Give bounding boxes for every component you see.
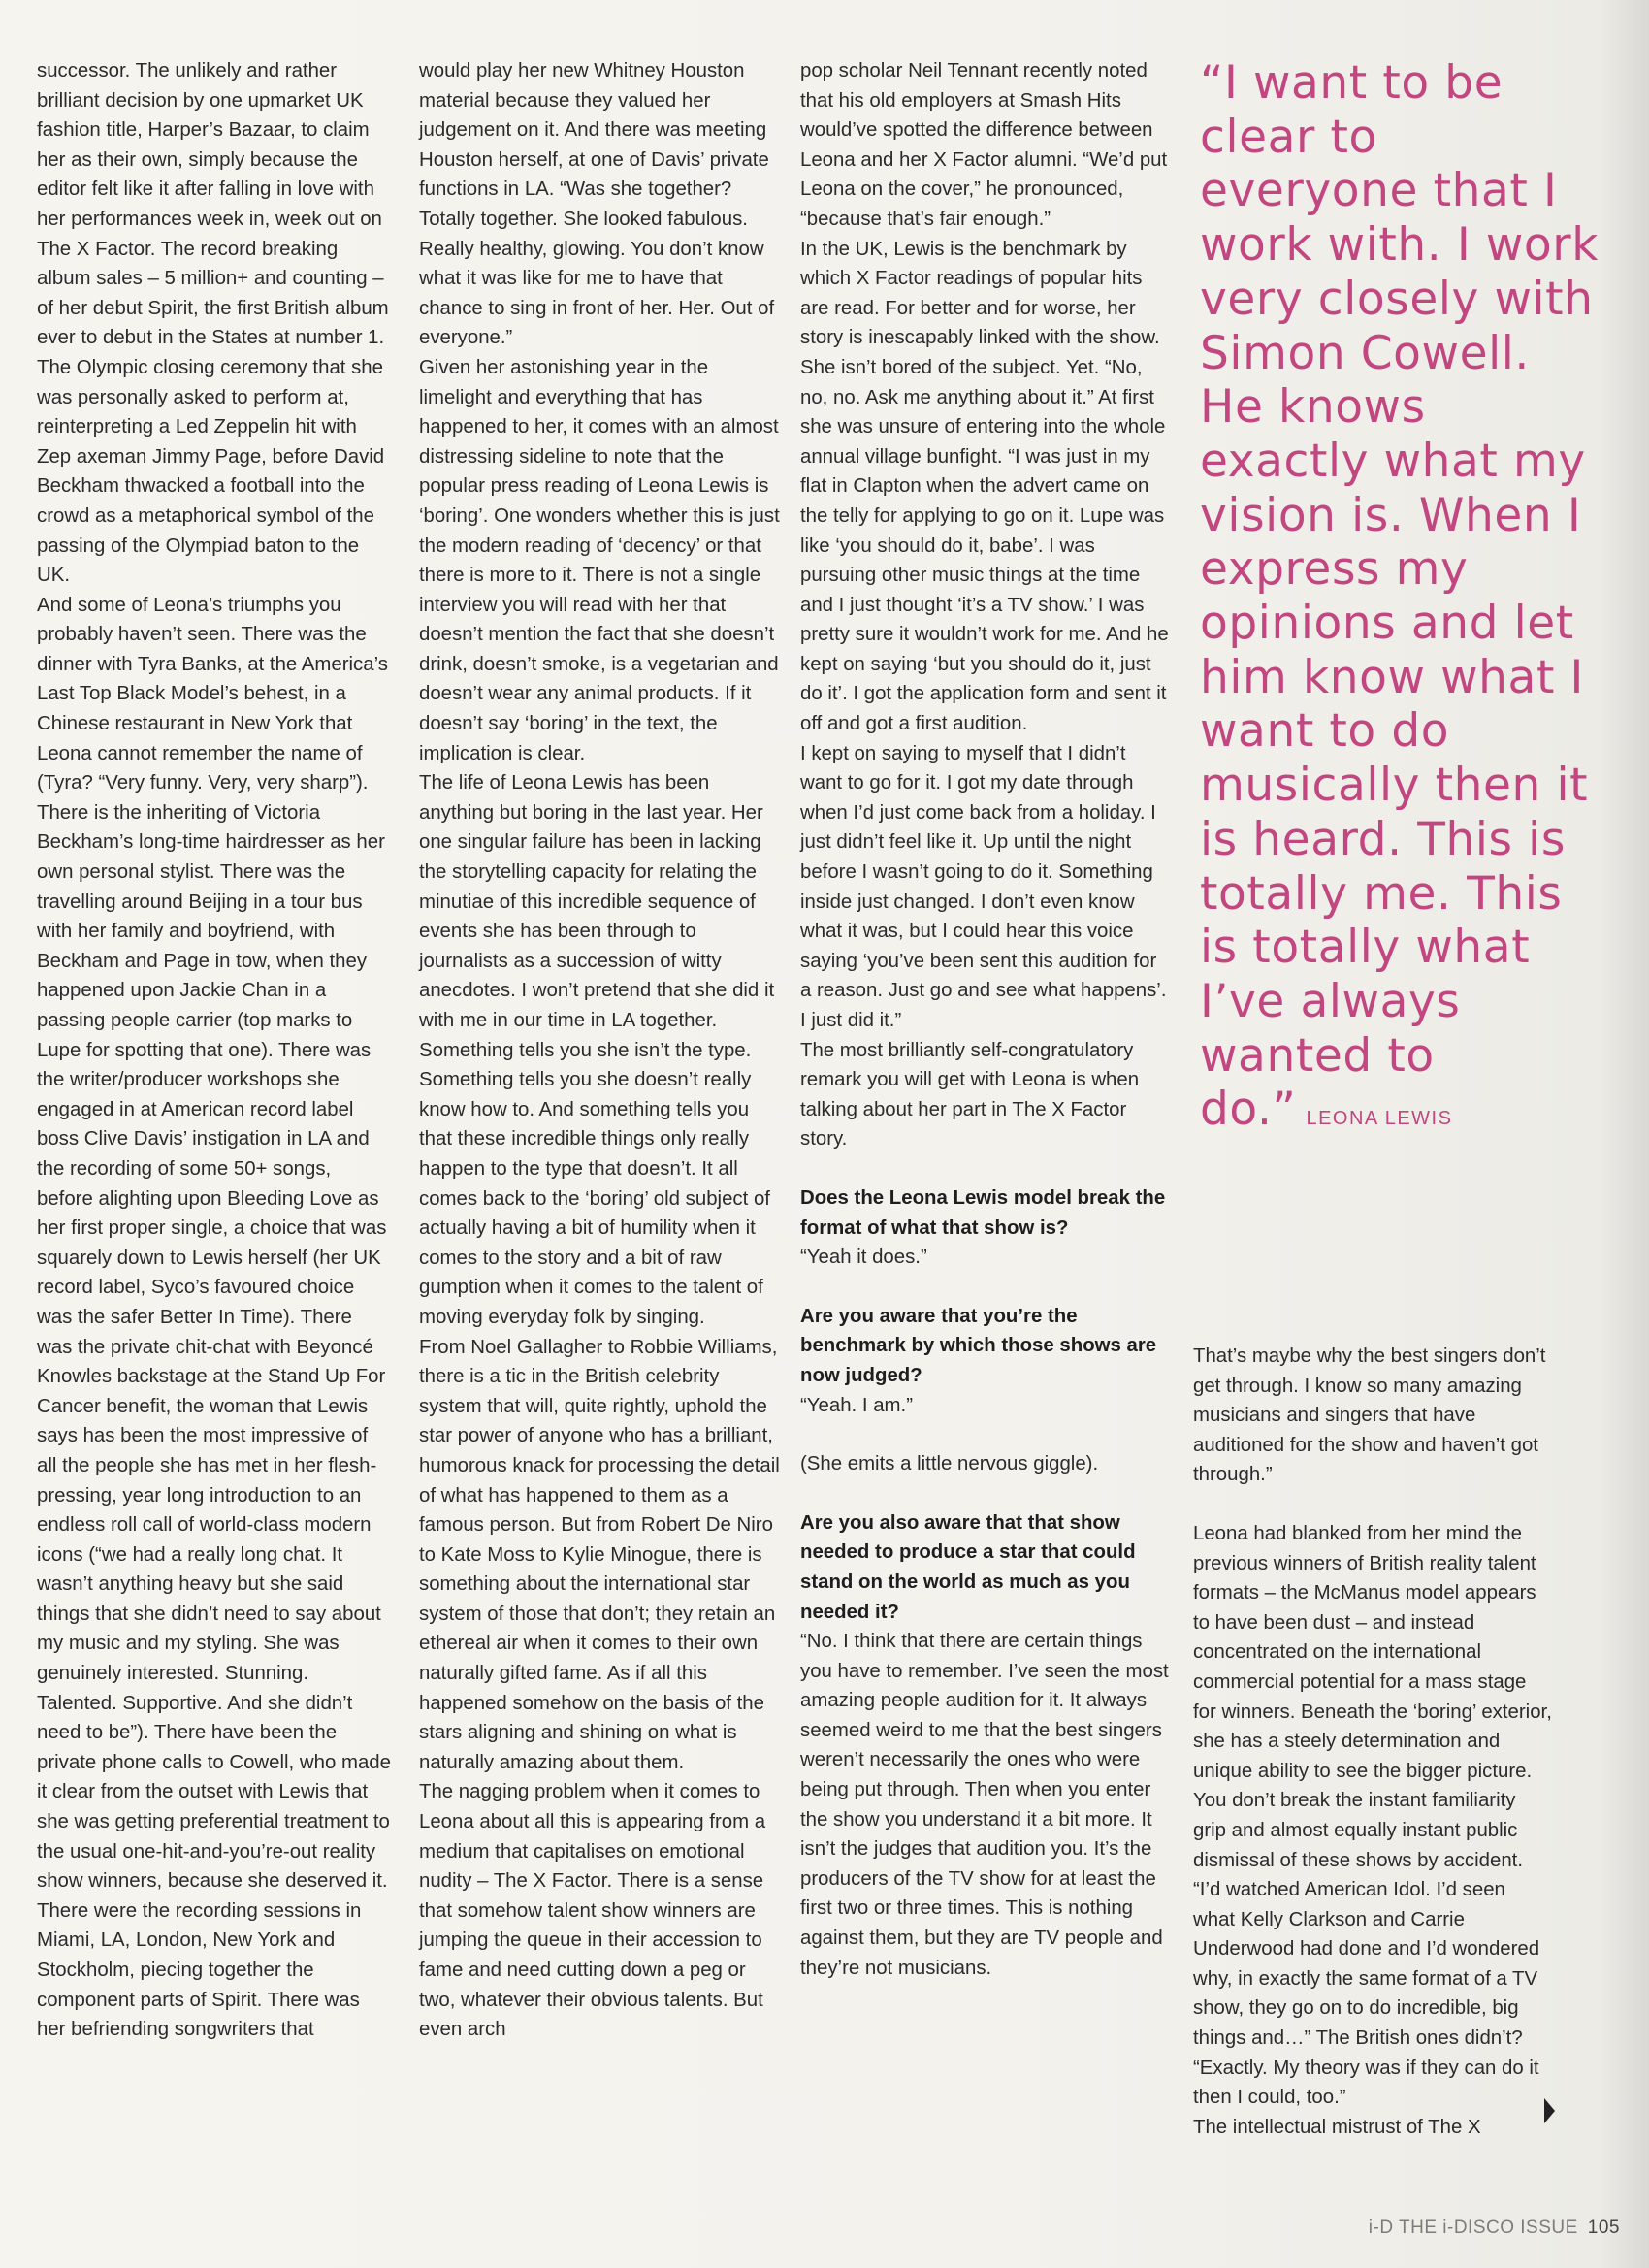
- interview-answer: “Yeah it does.”: [800, 1247, 927, 1269]
- pull-quote-text: “I want to be clear to everyone that I work with. I work very closely with Simon Cowell. He knows exactly what my vision is. When I express my opinions and let him know what I want to do musically then it is heard. This is totally me. This is totally what I’ve always wanted to do.”: [1200, 56, 1600, 1137]
- magazine-issue-label: i-D THE i-DISCO ISSUE: [1368, 2218, 1578, 2238]
- paragraph: The intellectual mistrust of The X: [1193, 2116, 1481, 2138]
- paragraph: “Exactly. My theory was if they can do it then I could, too.”: [1193, 2057, 1539, 2109]
- paragraph: Leona had blanked from her mind the previous winners of British reality talent formats – the McManus model appears to have been dust – and instead concentrated on the international commercial potential for a mass stage for winners. Beneath the ‘boring’ exterior, she has a steely determination and unique ability to see the bigger picture. You don’t break the instant familiarity grip and almost equally instant public dismissal of these shows by accident. “I’d watched American Idol. I’d seen what Kelly Clarkson and Carrie Underwood had done and I’d wondered why, in exactly the same format of a TV show, they go on to do incredible, big things and…” The British ones didn’t?: [1193, 1522, 1552, 2050]
- pull-quote-attribution: LEONA LEWIS: [1306, 1108, 1453, 1130]
- triangle-right-icon: [1544, 2098, 1555, 2123]
- interview-question: Does the Leona Lewis model break the format of what that show is?: [800, 1186, 1166, 1239]
- article-column-4: [1193, 1342, 1552, 2142]
- article-column-1: [37, 56, 392, 2045]
- page-number: 105: [1587, 2218, 1620, 2238]
- paragraph: The most brilliantly self-congratulatory remark you will get with Leona is when talking about her part in The X Factor story.: [800, 1039, 1140, 1150]
- page-footer: [1339, 2218, 1620, 2239]
- paragraph: I kept on saying to myself that I didn’t want to go for it. I got my date through when I’d just come back from a holiday. I just didn’t feel like it. Up until the night before I wasn’t going to do it. Something inside just changed. I don’t even know what it was, but I could hear this voice saying ‘you’ve been sent this audition for a reason. Just go and see what happens’. I just did it.”: [800, 742, 1167, 1031]
- paragraph: would play her new Whitney Houston material because they valued her judgement on it. And there was meeting Houston herself, at one of Davis’ private functions in LA. “Was she together? Totally together. She looked fabulous. Really healthy, glowing. You don’t know what it was like for me to have that chance to sing in front of her. Her. Out of everyone.”: [419, 60, 775, 349]
- article-column-2: [419, 56, 780, 2045]
- interview-answer: “Yeah. I am.”: [800, 1394, 913, 1416]
- paragraph: That’s maybe why the best singers don’t get through. I know so many amazing musicians and singers that have auditioned for the show and haven’t got through.”: [1193, 1345, 1546, 1486]
- paragraph: The life of Leona Lewis has been anything but boring in the last year. Her one singular failure has been in lacking the storytelling capacity for relating the minutiae of this incredible sequence of events she has been through to journalists as a succession of witty anecdotes. I won’t pretend that she did it with me in our time in LA together. Something tells you she isn’t the type. Something tells you she doesn’t really know how to. And something tells you that these incredible things only really happen to the type that doesn’t. It all comes back to the ‘boring’ old subject of actually having a bit of humility when it comes to the story and a bit of raw gumption when it comes to the talent of moving everyday folk by singing.: [419, 772, 775, 1328]
- paragraph: pop scholar Neil Tennant recently noted that his old employers at Smash Hits would’ve spotted the difference between Leona and her X Factor alumni. “We’d put Leona on the cover,” he pronounced, “because that’s fair enough.”: [800, 60, 1168, 230]
- interview-question: Are you also aware that that show needed to produce a star that could stand on the world as much as you needed it?: [800, 1511, 1136, 1623]
- interview-aside: (She emits a little nervous giggle).: [800, 1453, 1099, 1475]
- interview-answer: “No. I think that there are certain things you have to remember. I’ve seen the most amazing people audition for it. It always seemed weird to me that the best singers weren’t necessarily the ones who were being put through. Then when you enter the show you understand it a bit more. It isn’t the judges that audition you. It’s the producers of the TV show for at least the first two or three times. This is nothing against them, but they are TV people and they’re not musicians.: [800, 1631, 1169, 1979]
- article-column-3: [800, 56, 1169, 1983]
- paragraph: In the UK, Lewis is the benchmark by which X Factor readings of popular hits are read. For better and for worse, her story is inescapably linked with the show. She isn’t bored of the subject. Yet. “No, no, no. Ask me anything about it.” At first she was unsure of entering into the whole annual village bunfight. “I was just in my flat in Clapton when the advert came on the telly for applying to go on it. Lupe was like ‘you should do it, babe’. I was pursuing other music things at the time and I just thought ‘it’s a TV show.’ I was pretty sure it wouldn’t work for me. And he kept on saying ‘but you should do it, just do it’. I got the application form and sent it off and got a first audition.: [800, 238, 1169, 735]
- pull-quote: [1200, 56, 1607, 1147]
- paragraph: Given her astonishing year in the limelight and everything that has happened to her, it comes with an almost distressing sideline to note that the popular press reading of Leona Lewis is ‘boring’. One wonders whether this is just the modern reading of ‘decency’ or that there is more to it. There is not a single interview you will read with her that doesn’t mention the fact that she doesn’t drink, doesn’t smoke, is a vegetarian and doesn’t wear any animal products. If it doesn’t say ‘boring’ in the text, the implication is clear.: [419, 356, 780, 764]
- paragraph: successor. The unlikely and rather brilliant decision by one upmarket UK fashion title, Harper’s Bazaar, to claim her as their own, simply because the editor felt like it after falling in love with her performances week in, week out on The X Factor. The record breaking album sales – 5 million+ and counting – of her debut Spirit, the first British album ever to debut in the States at number 1. The Olympic closing ceremony that she was personally asked to perform at, reinterpreting a Led Zeppelin hit with Zep axeman Jimmy Page, before David Beckham thwacked a football into the crowd as a metaphorical symbol of the passing of the Olympiad baton to the UK.: [37, 60, 389, 587]
- interview-question: Are you aware that you’re the benchmark by which those shows are now judged?: [800, 1305, 1157, 1386]
- paragraph: And some of Leona’s triumphs you probably haven’t seen. There was the dinner with Tyra Banks, at the America’s Last Top Black Model’s behest, in a Chinese restaurant in New York that Leona cannot remember the name of (Tyra? “Very funny. Very, very sharp”). There is the inheriting of Victoria Beckham’s long-time hairdresser as her own personal stylist. There was the travelling around Beijing in a tour bus with her family and boyfriend, with Beckham and Page in tow, when they happened upon Jackie Chan in a passing people carrier (top marks to Lupe for spotting that one). There was the writer/producer workshops she engaged in at American record label boss Clive Davis’ instigation in LA and the recording of some 50+ songs, before alighting upon Bleeding Love as her first proper single, a choice that was squarely down to Lewis herself (her UK record label, Syco’s favoured choice was the safer Better In Time). There was the private chit-chat with Beyoncé Knowles backstage at the Stand Up For Cancer benefit, the woman that Lewis says has been the most impressive of all the people she has met in her flesh-pressing, year long introduction to an endless roll call of world-class modern icons (“we had a really long chat. It wasn’t anything heavy but she said things that she didn’t need to say about my music and my styling. She was genuinely interested. Stunning. Talented. Supportive. And she didn’t need to be”). There have been the private phone calls to Cowell, who made it clear from the outset with Lewis that she was getting preferential treatment to the usual one-hit-and-you’re-out reality show winners, because she deserved it. There were the recording sessions in Miami, LA, London, New York and Stockholm, piecing together the component parts of Spirit. There was her befriending songwriters that: [37, 594, 391, 2041]
- paragraph: The nagging problem when it comes to Leona about all this is appearing from a medium that capitalises on emotional nudity – The X Factor. There is a sense that somehow talent show winners are jumping the queue in their accession to fame and need cutting down a peg or two, whatever their obvious talents. But even arch: [419, 1781, 766, 2041]
- paragraph: From Noel Gallagher to Robbie Williams, there is a tic in the British celebrity system that will, quite rightly, uphold the star power of anyone who has a brilliant, humorous knack for processing the detail of what has happened to them as a famous person. But from Robert De Niro to Kate Moss to Kylie Minogue, there is something about the international star system of those that don’t; they retain an ethereal air when it comes to their own naturally gifted fame. As if all this happened somehow on the basis of the stars aligning and shining on what is naturally amazing about them.: [419, 1336, 780, 1773]
